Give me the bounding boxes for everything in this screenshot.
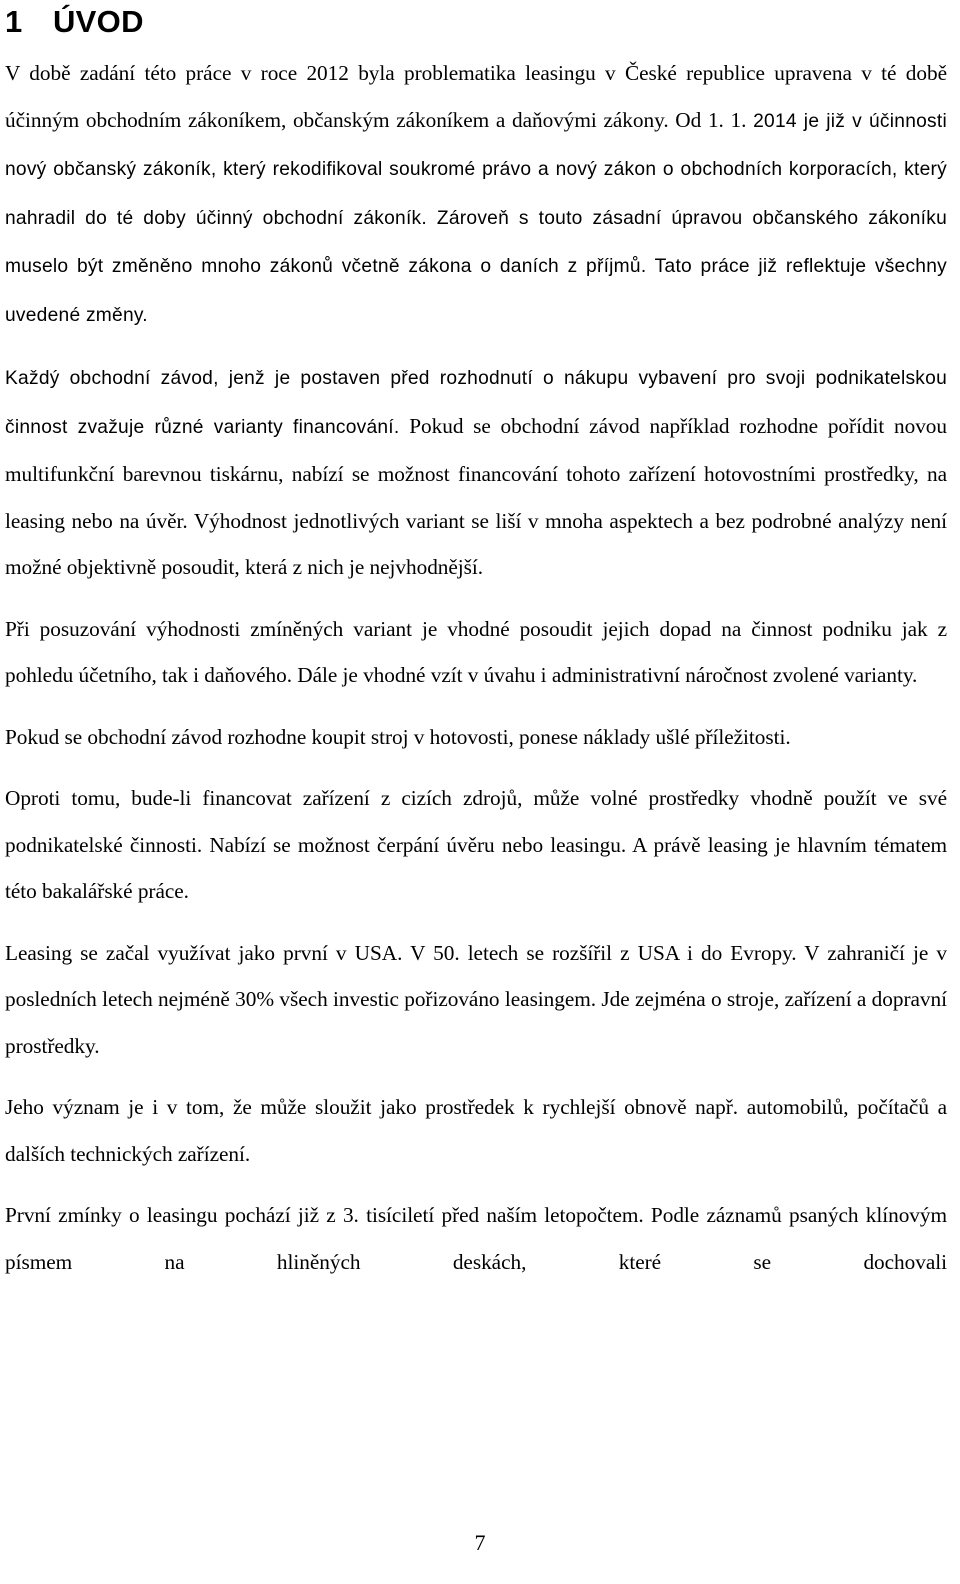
paragraph-2-body: Pokud se obchodní závod například rozhodne pořídit novou multifunkční barevnou tiskárnu, nabízí se možnost financování tohoto zařízení hotovostními prostředky, na leasing nebo na úvěr. Výhodnost jednotlivých variant se liší v mnoha aspektech a bez podrobné analýzy není možné objektivně posoudit, která z nich je nejvhodnější. — [5, 413, 948, 579]
paragraph-4: Pokud se obchodní závod rozhodne koupit stroj v hotovosti, ponese náklady ušlé příležitosti. — [5, 724, 791, 749]
paragraph-3: Při posuzování výhodnosti zmíněných variant je vhodné posoudit jejich dopad na činnost podniku jak z pohledu účetního, tak i daňového. Dále je vhodné vzít v úvahu i administrativní náročnost zvolené varianty. — [5, 616, 947, 687]
chapter-heading — [5, 0, 947, 50]
paragraph-2-intro: Každý obchodní závod, jenž je postaven před rozhodnutí o nákupu vybavení pro svoji podnikatelskou činnost zvažuje různé varianty financování. — [5, 368, 947, 438]
chapter-number: 1 — [5, 4, 23, 39]
page-number: 7 — [474, 1530, 486, 1555]
paragraph-8: První zmínky o leasingu pochází již z 3. tisíciletí před naším letopočtem. Podle záznamů psaných klínovým písmem na hliněných deskách, které se dochovali — [5, 1203, 947, 1274]
chapter-title: ÚVOD — [53, 4, 144, 39]
paragraph-1 — [5, 50, 947, 339]
paragraph-1-intro: V době zadání této práce v roce 2012 byla problematika leasingu v České republice upravena v té době účinným obchodním zákoníkem, občanským zákoníkem a daňovými zákony. Od 1. 1. — [5, 61, 947, 132]
paragraph-2 — [5, 354, 947, 591]
paragraph-1-body: 2014 je již v účinnosti nový občanský zákoník, který rekodifikoval soukromé právo a nový zákon o obchodních korporacích, který nahradil do té doby účinný obchodní zákoník. Zároveň s touto zásadní úpravou občanského zákoníku muselo být změněno mnoho zákonů včetně zákona o daních z příjmů. Tato práce již reflektuje všechny uvedené změny. — [5, 110, 947, 326]
paragraph-7: Jeho význam je i v tom, že může sloužit jako prostředek k rychlejší obnově např. automobilů, počítačů a dalších technických zařízení. — [5, 1095, 947, 1166]
paragraph-5: Oproti tomu, bude-li financovat zařízení z cizích zdrojů, může volné prostředky vhodně použít ve své podnikatelské činnosti. Nabízí se možnost čerpání úvěru nebo leasingu. A právě leasing je hlavním tématem této bakalářské práce. — [5, 786, 947, 903]
paragraph-6: Leasing se začal využívat jako první v USA. V 50. letech se rozšířil z USA i do Evropy. V zahraničí je v posledních letech nejméně 30% všech investic pořizováno leasingem. Jde zejména o stroje, zařízení a dopravní prostředky. — [5, 940, 947, 1058]
document-page — [5, 0, 947, 1300]
